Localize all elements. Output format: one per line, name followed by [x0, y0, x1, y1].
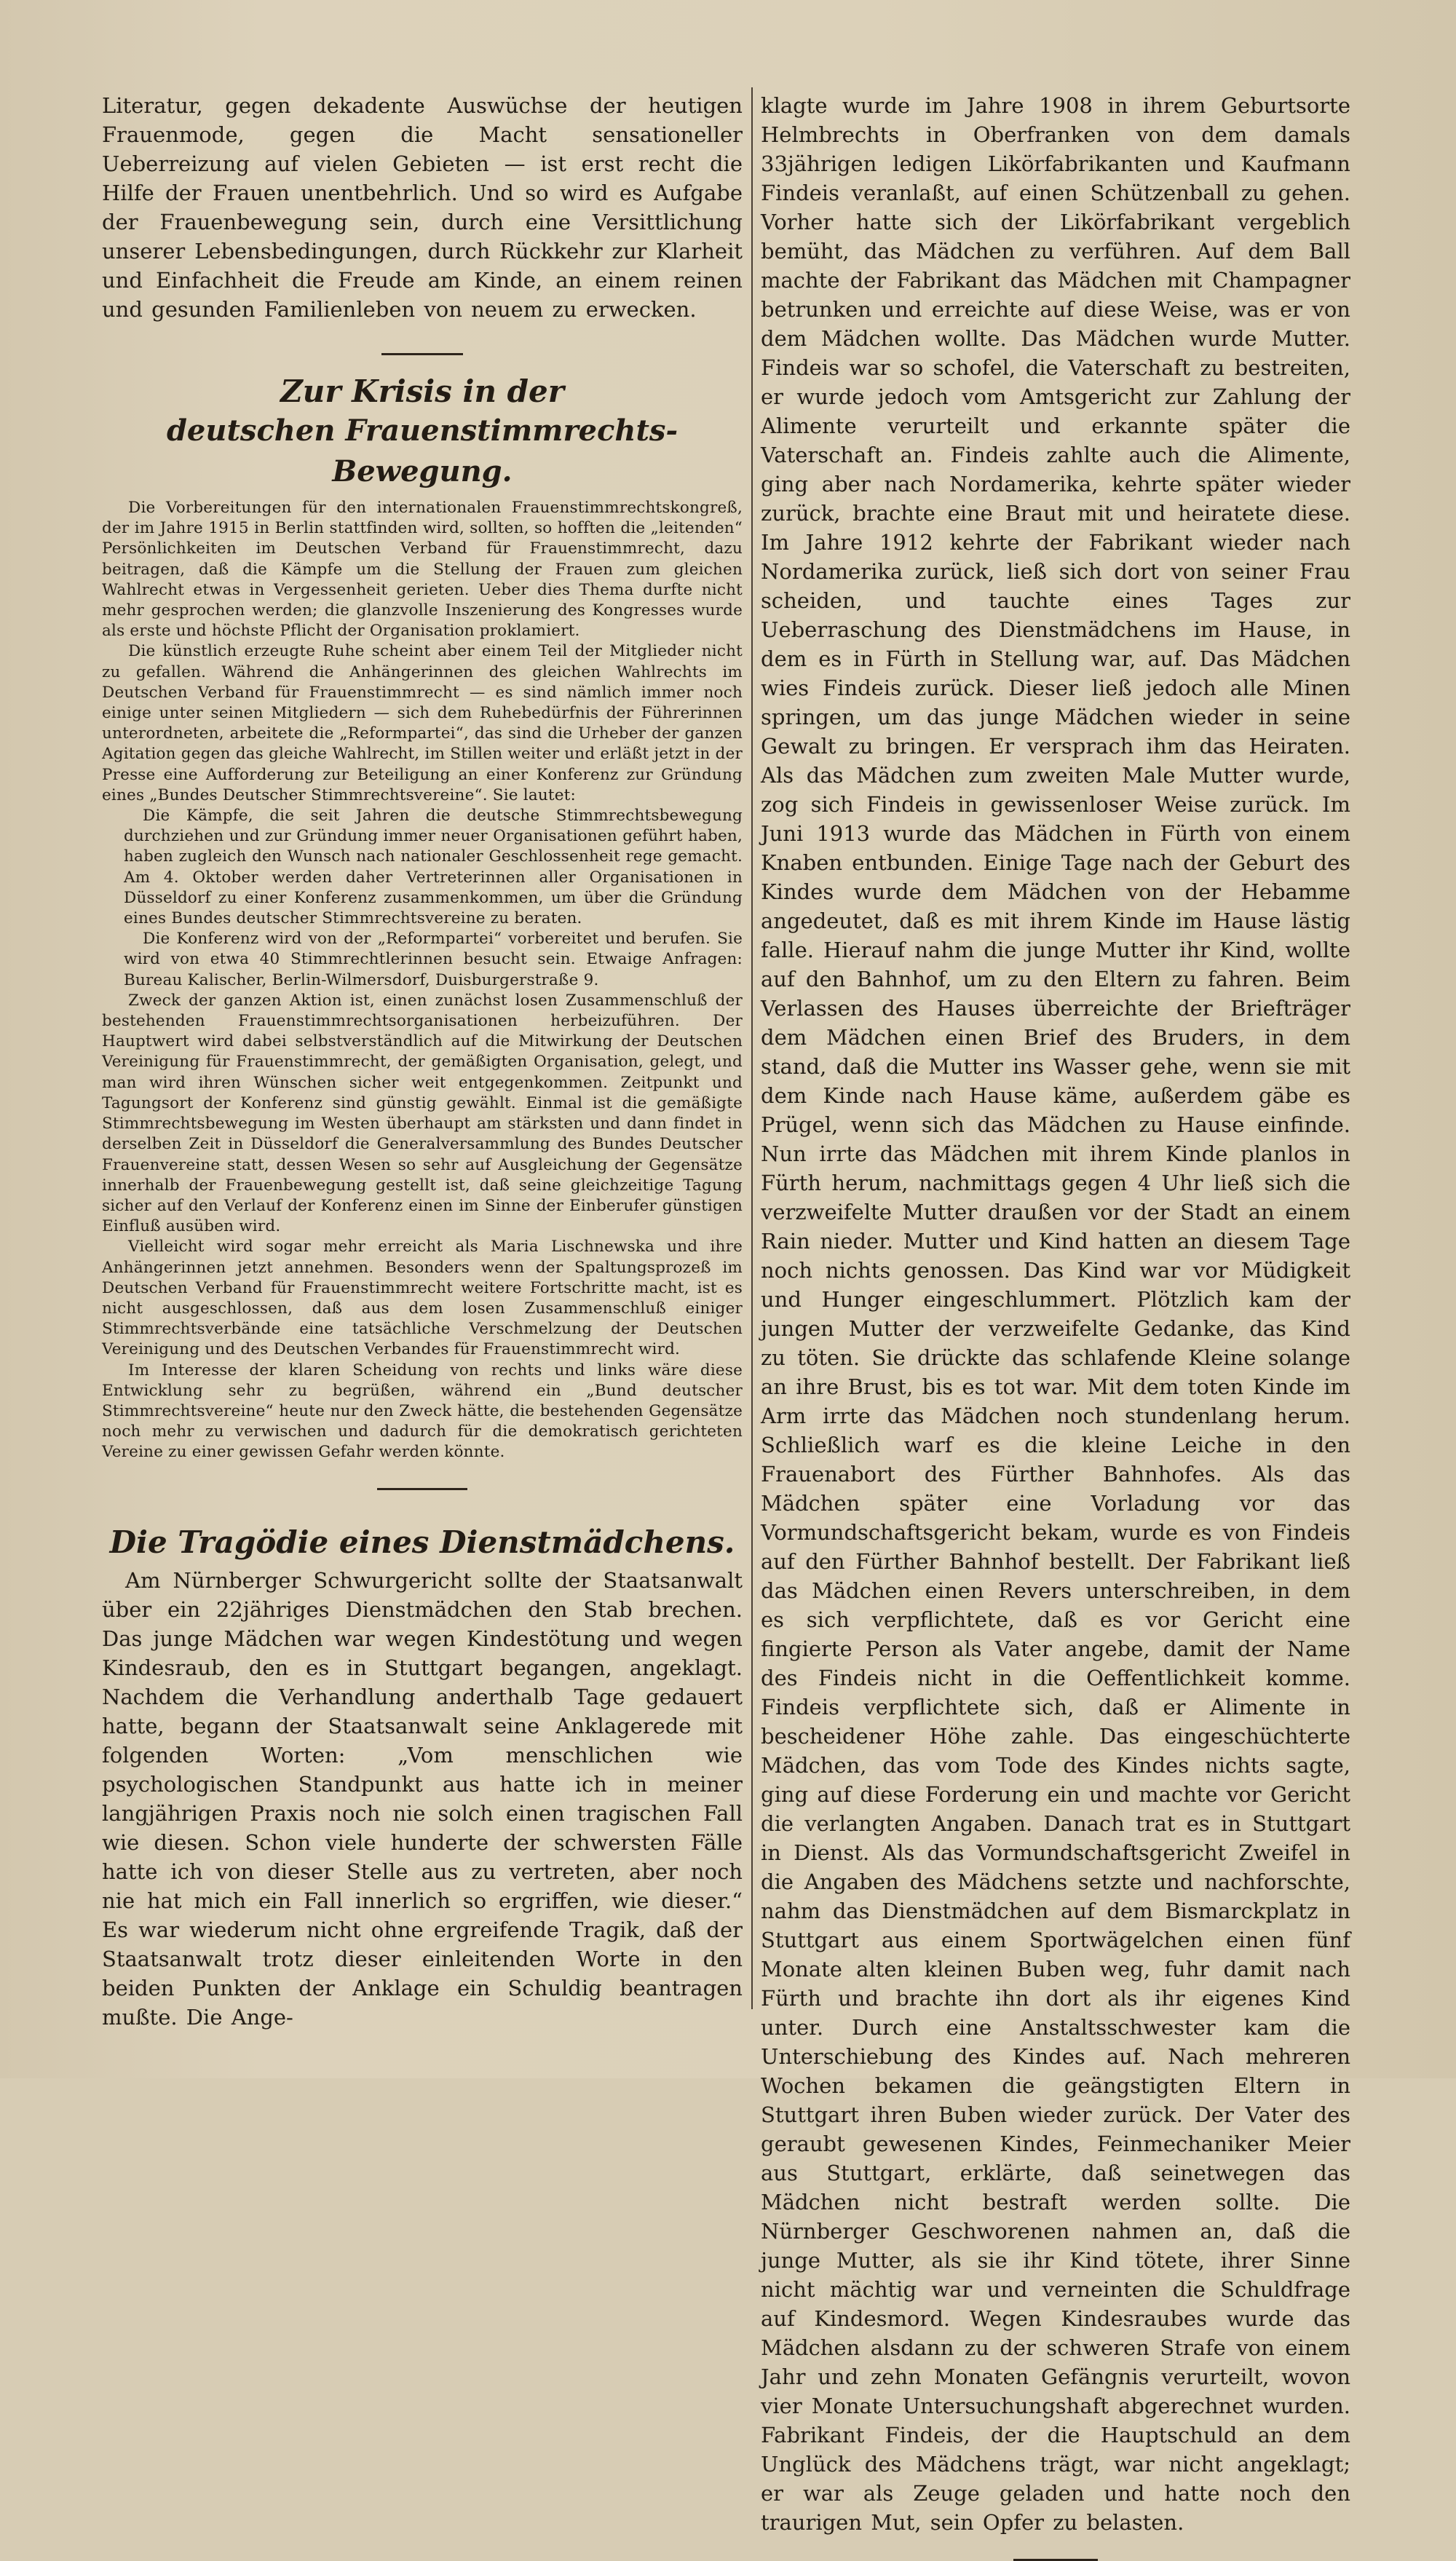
article1-title-line1: Zur Krisis in der — [280, 373, 564, 409]
article2-paragraph-2: klagte wurde im Jahre 1908 in ihrem Geburtsorte Helmbrechts in Oberfranken von dem damals 33jährigen ledigen Likörfabrikanten und Kaufmann Findeis veranlaßt, auf einen Schützenball zu gehen. Vorher hatte sich der Likörfabrikant vergeblich bemüht, das Mädchen zu verführen. Auf dem Ball machte der Fabrikant das Mädchen mit Champagner betrunken und erreichte auf diese Weise, was er von dem Mädchen wollte. Das Mädchen wurde Mutter. Findeis war so schofel, die Vaterschaft zu bestreiten, er wurde jedoch vom Amtsgericht zur Zahlung der Alimente verurteilt und erkannte später die Vaterschaft an. Findeis zahlte auch die Alimente, ging aber nach Nordamerika, kehrte später wieder zurück, brachte eine Braut mit und heiratete diese. Im Jahre 1912 kehrte der Fabrikant wieder nach Nordamerika zurück, ließ sich dort von seiner Frau scheiden, und tauchte eines Tages zur Ueberraschung des Dienstmädchens im Hause, in dem es in Fürth in Stellung war, auf. Das Mädchen wies Findeis zurück. Dieser ließ jedoch alle Minen springen, um das junge Mädchen wieder in seine Gewalt zu bringen. Er versprach ihm das Heiraten. Als das Mädchen zum zweiten Male Mutter wurde, zog sich Findeis in gewissenloser Weise zurück. Im Juni 1913 wurde das Mädchen in Fürth von einem Knaben entbunden. Einige Tage nach der Geburt des Kindes wurde dem Mädchen von der Hebamme angedeutet, daß es mit ihrem Kinde im Hause lästig falle. Hierauf nahm die junge Mutter ihr Kind, wollte auf den Bahnhof, um zu den Eltern zu fahren. Beim Verlassen des Hauses überreichte der Briefträger dem Mädchen einen Brief des Bruders, in dem stand, daß die Mutter ins Wasser gehe, wenn sie mit dem Kinde nach Hause käme, außerdem gäbe es Prügel, wenn sich das Mädchen zu Hause einfinde. Nun irrte das Mädchen mit ihrem Kinde planlos in Fürth herum, nachmittags gegen 4 Uhr ließ sich die verzweifelte Mutter draußen vor der Stadt an einem Rain nieder. Mutter und Kind hatten an diesem Tage noch nichts genossen. Das Kind war vor Müdigkeit und Hunger eingeschlummert. Plötzlich kam der jungen Mutter der verzweifelte Gedanke, das Kind zu töten. Sie drückte das schlafende Kleine solange an ihre Brust, bis es tot war. Mit dem toten Kinde im Arm irrte das Mädchen noch stundenlang herum. Schließlich warf es die kleine Leiche in den Frauenabort des Fürther Bahnhofes. Als das Mädchen später eine Vorladung vor das Vormundschaftsgericht bekam, wurde es von Findeis auf den Fürther Bahnhof bestellt. Der Fabrikant ließ das Mädchen einen Revers unterschreiben, in dem es sich verpflichtete, daß es vor Gericht eine fingierte Person als Vater angebe, damit der Name des Findeis nicht in die Oeffentlichkeit komme. Findeis verpflichtete sich, daß er Alimente in bescheidener Höhe zahle. Das eingeschüchterte Mädchen, das vom Tode des Kindes nichts sagte, ging auf diese Forderung ein und machte vor Gericht die verlangten Angaben. Danach trat es in Stuttgart in Dienst. Als das Vormundschaftsgericht Zweifel in die Angaben des Mädchens setzte und nachforschte, nahm das Dienstmädchen auf dem Bismarckplatz in Stuttgart aus einem Sportwägelchen einen fünf Monate alten kleinen Buben weg, fuhr damit nach Fürth und brachte ihn dort als ihr eigenes Kind unter. Durch eine Anstaltsschwester kam die Unterschiebung des Kindes auf. Nach mehreren Wochen bekamen die geängstigten Eltern in Stuttgart ihren Buben wieder zurück. Der Vater des geraubt gewesenen Kindes, Feinmechaniker Meier aus Stuttgart, erklärte, daß seinetwegen das Mädchen nicht bestraft werden sollte. Die Nürnberger Geschworenen nahmen an, daß die junge Mutter, als sie ihr Kind tötete, ihrer Sinne nicht mächtig war und verneinten die Schuldfrage auf Kindesmord. Wegen Kindesraubes wurde das Mädchen alsdann zu der schweren Strafe von einem Jahr und zehn Monaten Gefängnis verurteilt, wovon vier Monate Untersuchungshaft abgerechnet wurden. Fabrikant Findeis, der die Hauptschuld an dem Unglück des Mädchens trägt, war nicht angeklagt; er war als Zeuge geladen und hatte noch den traurigen Mut, sein Opfer zu belasten. — [761, 93, 1350, 2535]
article1-paragraph-2: Die künstlich erzeugte Ruhe scheint aber einem Teil der Mitglieder nicht zu gefallen. Während die Anhängerinnen des gleichen Wahlrechts im Deutschen Verband für Frauenstimmrecht — es sind nämlich immer noch einige unter seinen Mitgliedern — sich dem Ruhebedürfnis der Führerinnen unterordneten, arbeitete die „Reformpartei“, das sind die Urheber der ganzen Agitation gegen das gleiche Wahlrecht, im Stillen weiter und erläßt jetzt in der Presse eine Aufforderung zur Beteiligung an einer Konferenz zur Gründung eines „Bundes Deutscher Stimmrechtsvereine“. Sie lautet: — [102, 642, 743, 804]
article1-paragraph-5: Im Interesse der klaren Scheidung von rechts und links wäre diese Entwicklung sehr zu begrüßen, während ein „Bund deutscher Stimmrechtsvereine“ heute nur den Zweck hätte, die bestehenden Gegensätze noch mehr zu verwischen und dadurch für die demokratisch gerichteten Vereine zu einer gewissen Gefahr werden könnte. — [102, 1361, 743, 1462]
article1-paragraph-4: Vielleicht wird sogar mehr erreicht als Maria Lischnewska und ihre Anhängerinnen jetzt annehmen. Besonders wenn der Spaltungsprozeß im Deutschen Verband für Frauenstimmrecht weitere Fortschritte macht, ist es nicht ausgeschlossen, daß aus dem losen Zusammenschluß einiger Stimmrechtsverbände eine tatsächliche Verschmelzung der Deutschen Vereinigung und des Deutschen Verbandes für Frauenstimmrecht wird. — [102, 1238, 743, 1359]
article2-paragraph-1: Am Nürnberger Schwurgericht sollte der Staatsanwalt über ein 22jähriges Dienstmädchen den Stab brechen. Das junge Mädchen war wegen Kindestötung und wegen Kindesraub, den es in Stuttgart begangen, angeklagt. Nachdem die Verhandlung anderthalb Tage gedauert hatte, begann der Staatsanwalt seine Anklagerede mit folgenden Worten: „Vom menschlichen wie psychologischen Standpunkt aus hatte ich in meiner langjährigen Praxis noch nie solch einen tragischen Fall wie diesen. Schon viele hunderte der schwersten Fälle hatte ich von dieser Stelle aus zu vertreten, aber noch nie hat mich ein Fall innerlich so ergriffen, wie dieser.“ Es war wiederum nicht ohne ergreifende Tragik, daß der Staatsanwalt trotz dieser einleitenden Worte in den beiden Punkten der Anklage ein Schuldig beantragen mußte. Die Ange- — [102, 1567, 743, 2030]
left-column — [102, 91, 743, 2032]
article1-title-line2: deutschen Frauenstimmrechts-Bewegung. — [166, 413, 678, 488]
section-divider — [377, 1488, 467, 1490]
right-column — [761, 91, 1350, 2561]
article1-paragraph-3: Zweck der ganzen Aktion ist, einen zunächst losen Zusammenschluß der bestehenden Frauenstimmrechtsorganisationen herbeizuführen. Der Hauptwert wird dabei selbstverständlich auf die Mitwirkung der Deutschen Vereinigung für Frauenstimmrecht, der gemäßigten Organisation, gelegt, und man wird ihren Wünschen sicher weit entgegenkommen. Zeitpunkt und Tagungsort der Konferenz sind günstig gewählt. Einmal ist die gemäßigte Stimmrechtsbewegung im Westen überhaupt am stärksten und dann findet in derselben Zeit in Düsseldorf die Generalversammlung des Bundes Deutscher Frauenvereine statt, dessen Wesen so sehr auf Ausgleichung der Gegensätze innerhalb der Frauenbewegung gestellt ist, daß seine gleichzeitige Tagung sicher auf den Verlauf der Konferenz einen im Sinne der Einberufer günstigen Einfluß ausüben wird. — [102, 991, 743, 1236]
article1-paragraph-1: Die Vorbereitungen für den internationalen Frauenstimmrechtskongreß, der im Jahre 1915 in Berlin stattfinden wird, sollten, so hofften die „leitenden“ Persönlichkeiten im Deutschen Verband für Frauenstimmrecht, dazu beitragen, daß die Kämpfe um die Stellung der Frauen zum gleichen Wahlrecht etwas in Vergessenheit gerieten. Ueber dies Thema durfte nicht mehr gesprochen werden; die glanzvolle Inszenierung des Kongresses wurde als erste und höchste Pflicht der Organisation proklamiert. — [102, 499, 743, 641]
article2-title: Die Tragödie eines Dienstmädchens. — [109, 1524, 735, 1560]
column-divider — [751, 87, 753, 2009]
section-divider — [381, 353, 463, 355]
intro-paragraph: Literatur, gegen dekadente Auswüchse der heutigen Frauenmode, gegen die Macht sensationeller Ueberreizung auf vielen Gebieten — ist erst recht die Hilfe der Frauen unentbehrlich. Und so wird es Aufgabe der Frauenbewegung sein, durch eine Versittlichung unserer Lebensbedingungen, durch Rückkehr zur Klarheit und Einfachheit die Freude am Kinde, an einem reinen und gesunden Familienleben von neuem zu erwecken. — [102, 93, 743, 322]
article1-quote-2: Die Konferenz wird von der „Reformpartei“ vorbereitet und berufen. Sie wird von etwa 40 Stimmrechtlerinnen besucht sein. Etwaige Anfragen: Bureau Kalischer, Berlin-Wilmersdorf, Duisburgerstraße 9. — [124, 930, 743, 989]
article1-quote-1: Die Kämpfe, die seit Jahren die deutsche Stimmrechtsbewegung durchziehen und zur Gründung immer neuer Organisationen geführt haben, haben zugleich den Wunsch nach nationaler Geschlossenheit rege gemacht. Am 4. Oktober werden daher Vertreterinnen aller Organisationen in Düsseldorf zu einer Konferenz zusammenkommen, um über die Gründung eines Bundes deutscher Stimmrechtsvereine zu beraten. — [124, 807, 743, 928]
